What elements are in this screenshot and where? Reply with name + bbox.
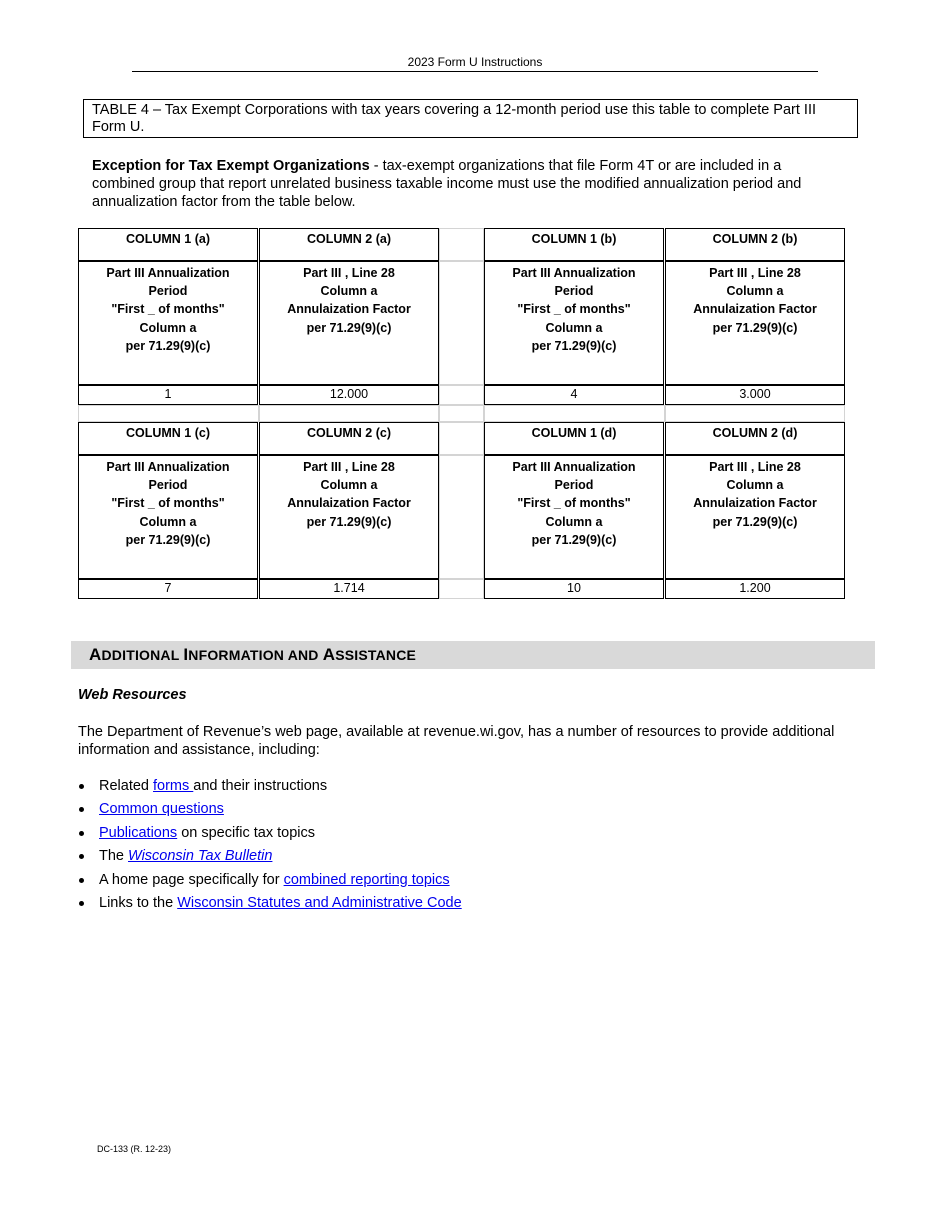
resource-list-item xyxy=(78,824,462,847)
spacer-cell xyxy=(439,455,484,579)
description-line: Period xyxy=(148,478,188,493)
column-header: COLUMN 1 (b) xyxy=(484,228,664,261)
description-line: Part III , Line 28 xyxy=(709,266,801,280)
factor-value: 12.000 xyxy=(259,385,439,405)
period-value: 10 xyxy=(484,579,664,599)
description-line: per 71.29(9)(c) xyxy=(125,532,211,547)
item-text: and their instructions xyxy=(193,778,328,794)
column-header: COLUMN 1 (c) xyxy=(78,422,258,455)
column-header: COLUMN 2 (c) xyxy=(259,422,439,455)
period-description xyxy=(78,261,258,385)
spacer-cell xyxy=(259,405,439,422)
description-line: Period xyxy=(554,284,594,299)
description-line: Period xyxy=(554,478,594,493)
period-value: 4 xyxy=(484,385,664,405)
item-text: Links to the xyxy=(99,894,178,911)
description-line: per 71.29(9)(c) xyxy=(531,338,617,353)
heading-initial: A xyxy=(89,645,102,664)
resource-link[interactable]: forms xyxy=(153,778,194,794)
period-description xyxy=(484,455,664,579)
heading-rest: DDITIONAL xyxy=(101,647,184,663)
resource-list-item xyxy=(78,871,462,894)
period-value: 7 xyxy=(78,579,258,599)
table-4-title: TABLE 4 – Tax Exempt Corporations with tax years covering a 12-month period use this table to complete Part III Form U. xyxy=(83,99,858,138)
resource-list-item xyxy=(78,777,462,800)
description-line: Column a xyxy=(545,514,603,529)
description-line: per 71.29(9)(c) xyxy=(531,532,617,547)
period-value: 1 xyxy=(78,385,258,405)
description-line: "First _ of months" xyxy=(111,496,225,511)
description-line: per 71.29(9)(c) xyxy=(712,320,798,335)
factor-description xyxy=(259,261,439,385)
description-line: Column a xyxy=(139,514,197,529)
spacer-cell xyxy=(439,405,484,422)
section-heading-additional-info xyxy=(71,641,875,669)
exception-text: - tax-exempt organizations that file Form 4T or are included in a combined group that report unrelated business taxable income must use the modified annualization period and annualization factor from the table below. xyxy=(92,158,802,210)
description-line: "First _ of months" xyxy=(517,496,631,511)
description-line: Column a xyxy=(320,478,378,493)
resource-link[interactable]: Common questions xyxy=(99,801,224,818)
description-line: Period xyxy=(148,284,188,299)
factor-description xyxy=(665,261,845,385)
description-line: Annulaization Factor xyxy=(693,302,817,317)
exception-lead: Exception for Tax Exempt Organizations xyxy=(92,158,370,174)
spacer-cell xyxy=(439,261,484,385)
description-line: Part III Annualization xyxy=(512,460,636,474)
resource-link[interactable]: Wisconsin Statutes and Administrative Code xyxy=(177,894,462,911)
item-text: The xyxy=(99,848,129,865)
spacer-cell xyxy=(484,405,665,422)
column-header: COLUMN 1 (a) xyxy=(78,228,258,261)
column-header: COLUMN 2 (b) xyxy=(665,228,845,261)
factor-value: 1.200 xyxy=(665,579,845,599)
heading-rest: NFORMATION AND xyxy=(188,647,323,663)
heading-initial: I xyxy=(183,645,189,664)
factor-value: 1.714 xyxy=(259,579,439,599)
description-line: Annulaization Factor xyxy=(693,496,817,511)
item-text: A home page specifically for xyxy=(99,871,284,888)
spacer-cell xyxy=(439,579,484,599)
description-line: Annulaization Factor xyxy=(287,302,411,317)
item-text: on specific tax topics xyxy=(177,824,316,841)
spacer-cell xyxy=(439,228,484,261)
description-line: per 71.29(9)(c) xyxy=(306,514,392,529)
web-resources-heading: Web Resources xyxy=(78,687,187,703)
description-line: per 71.29(9)(c) xyxy=(712,514,798,529)
factor-value: 3.000 xyxy=(665,385,845,405)
resource-link[interactable]: Wisconsin Tax Bulletin xyxy=(128,848,273,865)
heading-rest: SSISTANCE xyxy=(335,647,417,663)
spacer-cell xyxy=(665,405,845,422)
spacer-cell xyxy=(78,405,259,422)
factor-description xyxy=(259,455,439,579)
resource-link[interactable]: combined reporting topics xyxy=(283,871,450,888)
description-line: Annulaization Factor xyxy=(287,496,411,511)
spacer-cell xyxy=(439,385,484,405)
description-line: Part III , Line 28 xyxy=(303,460,395,474)
description-line: "First _ of months" xyxy=(517,302,631,317)
factor-description xyxy=(665,455,845,579)
heading-initial: A xyxy=(322,645,336,664)
description-line: Column a xyxy=(320,284,378,299)
description-line: Part III , Line 28 xyxy=(709,460,801,474)
resource-list-item xyxy=(78,800,462,823)
description-line: Column a xyxy=(726,478,784,493)
description-line: Column a xyxy=(545,320,603,335)
spacer-cell xyxy=(439,422,484,455)
exception-paragraph xyxy=(92,157,822,211)
period-description xyxy=(78,455,258,579)
column-header: COLUMN 2 (d) xyxy=(665,422,845,455)
description-line: per 71.29(9)(c) xyxy=(306,320,392,335)
column-header: COLUMN 1 (d) xyxy=(484,422,664,455)
description-line: Part III Annualization xyxy=(512,266,636,280)
description-line: Part III , Line 28 xyxy=(303,266,395,280)
page-header: 2023 Form U Instructions xyxy=(132,55,818,72)
item-text: Related xyxy=(99,778,154,794)
description-line: Column a xyxy=(726,284,784,299)
description-line: Part III Annualization xyxy=(106,266,230,280)
resource-list-item xyxy=(78,894,462,917)
description-line: "First _ of months" xyxy=(111,302,225,317)
period-description xyxy=(484,261,664,385)
form-code: DC-133 (R. 12-23) xyxy=(97,1144,172,1154)
description-line: Column a xyxy=(139,320,197,335)
column-header: COLUMN 2 (a) xyxy=(259,228,439,261)
resource-list-item xyxy=(78,847,462,870)
description-line: Part III Annualization xyxy=(106,460,230,474)
resource-list xyxy=(78,777,462,917)
description-line: per 71.29(9)(c) xyxy=(125,338,211,353)
web-resources-intro: The Department of Revenue’s web page, available at revenue.wi.gov, has a number of resources to provide additional information and assistance, including: xyxy=(78,724,835,758)
resource-link[interactable]: Publications xyxy=(99,824,178,841)
